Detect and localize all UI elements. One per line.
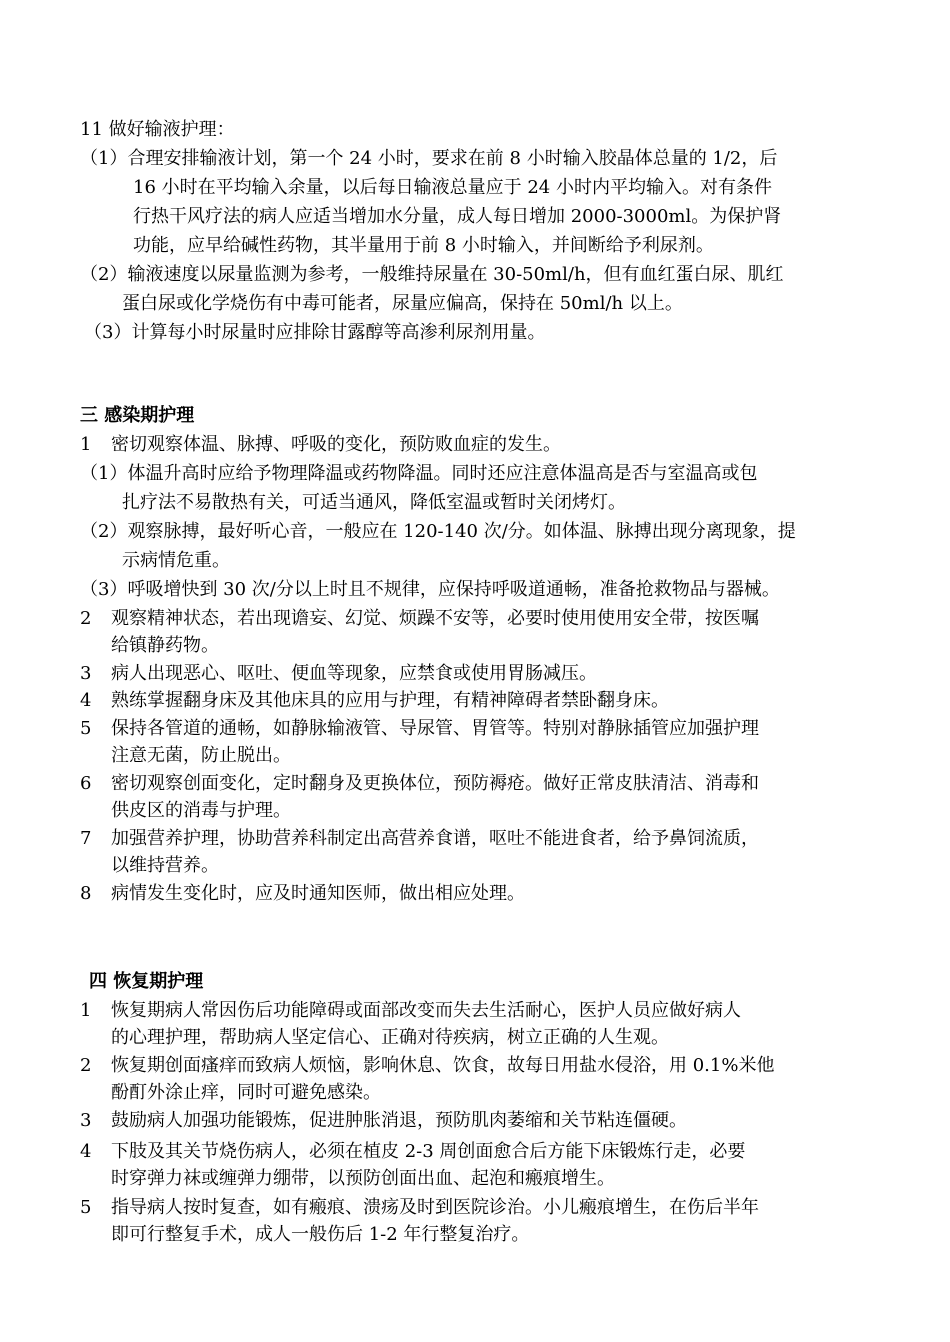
section-3-item-6-line-1: 密切观察创面变化，定时翻身及更换体位，预防褥疮。做好正常皮肤清洁、消毒和: [111, 773, 759, 794]
section-3-item-3-number: 3: [80, 663, 92, 684]
section-3-item-6-number: 6: [80, 773, 92, 794]
section-4-item-2-line-2: 酚酊外涂止痒，同时可避免感染。: [111, 1082, 381, 1103]
section-4-item-5-number: 5: [80, 1197, 92, 1218]
section-3-sub-1-line-1: （1）体温升高时应给予物理降温或药物降温。同时还应注意体温高是否与室温高或包: [80, 463, 758, 484]
section-4-item-1-line-1: 恢复期病人常因伤后功能障碍或面部改变而失去生活耐心，医护人员应做好病人: [111, 1000, 741, 1021]
section-3-title: 三 感染期护理: [80, 405, 195, 426]
section-4-item-2-number: 2: [80, 1055, 92, 1076]
section-3-item-2-number: 2: [80, 608, 92, 629]
section-3-item-5-line-2: 注意无菌，防止脱出。: [111, 745, 291, 766]
section-3-item-4-number: 4: [80, 690, 92, 711]
section-3-item-8-line-1: 病情发生变化时，应及时通知医师，做出相应处理。: [111, 883, 525, 904]
section-4-title: 四 恢复期护理: [89, 971, 204, 992]
section-4-item-3-number: 3: [80, 1110, 92, 1131]
section-3-sub-2-line-1: （2）观察脉搏，最好听心音，一般应在 120-140 次/分。如体温、脉搏出现分离现象，提: [80, 521, 796, 542]
section-3-item-4-line-1: 熟练掌握翻身床及其他床具的应用与护理，有精神障碍者禁卧翻身床。: [111, 690, 669, 711]
section-11-item-2-line-2: 蛋白尿或化学烧伤有中毒可能者，尿量应偏高，保持在 50ml/h 以上。: [122, 293, 683, 314]
section-11-item-1-line-3: 行热干风疗法的病人应适当增加水分量，成人每日增加 2000-3000ml。为保护肾: [133, 206, 782, 227]
section-3-sub-2-line-2: 示病情危重。: [122, 550, 230, 571]
section-3-item-2-line-1: 观察精神状态，若出现谵妄、幻觉、烦躁不安等，必要时使用使用安全带，按医嘱: [111, 608, 759, 629]
section-3-item-6-line-2: 供皮区的消毒与护理。: [111, 800, 291, 821]
section-4-item-1-number: 1: [80, 1000, 92, 1021]
section-11-item-2-line-1: （2）输液速度以尿量监测为参考，一般维持尿量在 30-50ml/h，但有血红蛋白尿、肌红: [80, 264, 784, 285]
section-3-item-8-number: 8: [80, 883, 92, 904]
section-11-item-1-line-2: 16 小时在平均输入余量，以后每日输液总量应于 24 小时内平均输入。对有条件: [133, 177, 772, 198]
section-4-item-1-line-2: 的心理护理，帮助病人坚定信心、正确对待疾病，树立正确的人生观。: [111, 1027, 669, 1048]
section-4-item-2-line-1: 恢复期创面瘙痒而致病人烦恼，影响休息、饮食，故每日用盐水侵浴，用 0.1%米他: [111, 1055, 775, 1076]
section-3-item-1-number: 1: [80, 434, 92, 455]
section-11-title: 11 做好输液护理：: [80, 119, 235, 140]
section-4-item-4-line-2: 时穿弹力袜或缠弹力绷带，以预防创面出血、起泡和瘢痕增生。: [111, 1168, 615, 1189]
section-3-item-7-line-2: 以维持营养。: [111, 855, 219, 876]
section-4-item-4-number: 4: [80, 1141, 92, 1162]
section-3-item-7-number: 7: [80, 828, 92, 849]
section-11-item-1-line-1: （1）合理安排输液计划，第一个 24 小时，要求在前 8 小时输入胶晶体总量的 1/2，后: [80, 148, 778, 169]
section-3-sub-3-line-1: （3）呼吸增快到 30 次/分以上时且不规律，应保持呼吸道通畅，准备抢救物品与器械。: [80, 579, 780, 600]
section-3-item-5-number: 5: [80, 718, 92, 739]
section-4-item-5-line-2: 即可行整复手术，成人一般伤后 1-2 年行整复治疗。: [111, 1224, 530, 1245]
section-11-item-1-line-4: 功能，应早给碱性药物，其半量用于前 8 小时输入，并间断给予利尿剂。: [133, 235, 714, 256]
section-3-item-2-line-2: 给镇静药物。: [111, 635, 219, 656]
section-3-item-7-line-1: 加强营养护理，协助营养科制定出高营养食谱，呕吐不能进食者，给予鼻饲流质，: [111, 828, 759, 849]
section-4-item-3-line-1: 鼓励病人加强功能锻炼，促进肿胀消退，预防肌肉萎缩和关节粘连僵硬。: [111, 1110, 687, 1131]
section-3-item-3-line-1: 病人出现恶心、呕吐、便血等现象，应禁食或使用胃肠减压。: [111, 663, 597, 684]
section-3-sub-1-line-2: 扎疗法不易散热有关，可适当通风，降低室温或暂时关闭烤灯。: [122, 492, 626, 513]
section-3-item-1-line-1: 密切观察体温、脉搏、呼吸的变化，预防败血症的发生。: [111, 434, 561, 455]
section-4-item-5-line-1: 指导病人按时复查，如有瘢痕、溃疡及时到医院诊治。小儿瘢痕增生，在伤后半年: [111, 1197, 759, 1218]
section-3-item-5-line-1: 保持各管道的通畅，如静脉输液管、导尿管、胃管等。特别对静脉插管应加强护理: [111, 718, 759, 739]
section-11-item-3: （3）计算每小时尿量时应排除甘露醇等高渗利尿剂用量。: [84, 322, 546, 343]
section-4-item-4-line-1: 下肢及其关节烧伤病人，必须在植皮 2-3 周创面愈合后方能下床锻炼行走，必要: [111, 1141, 746, 1162]
